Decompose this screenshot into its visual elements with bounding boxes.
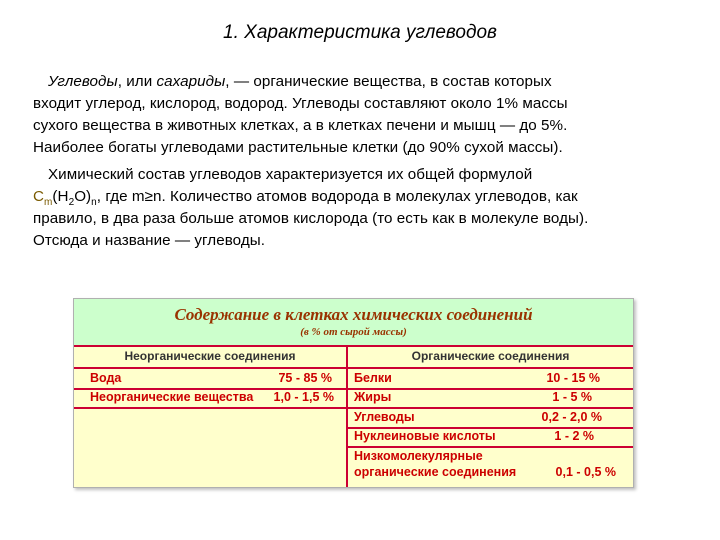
row-name-nucleic-acids: Нуклеиновые кислоты (354, 429, 496, 443)
row-name-carbohydrates: Углеводы (354, 410, 415, 424)
row-value-water: 75 - 85 % (278, 371, 332, 385)
cell-composition-table (73, 298, 634, 488)
row-value-nucleic-acids: 1 - 2 % (554, 429, 594, 443)
row-value-carbohydrates: 0,2 - 2,0 % (541, 410, 602, 424)
column-divider (346, 345, 348, 487)
term-carbohydrates: Углеводы (48, 73, 118, 90)
formula (33, 188, 53, 209)
row-name-proteins: Белки (354, 371, 392, 385)
divider-under-headers (74, 367, 633, 369)
paragraph-carbohydrates-definition (33, 71, 693, 159)
row-name-water: Вода (90, 371, 122, 385)
column-header-organic: Органические соединения (411, 349, 570, 363)
paragraph-chemical-formula (33, 164, 693, 252)
row-value-proteins: 10 - 15 % (546, 371, 600, 385)
row-name-low-molecular-line1: Низкомолекулярные (354, 449, 483, 463)
left-row-divider-2 (74, 407, 346, 409)
separator-text: , или (117, 73, 157, 90)
table-header-band (74, 299, 633, 345)
formula-h: (H (52, 188, 69, 205)
column-header-inorganic: Неорганические соединения (124, 349, 296, 363)
formula-c: C (33, 188, 45, 205)
row-value-inorganic-substances: 1,0 - 1,5 % (273, 390, 334, 404)
right-row-divider-4 (346, 446, 633, 448)
row-value-low-molecular: 0,1 - 0,5 % (555, 465, 616, 479)
paragraph2-line2-rest: , где m≥n. Количество атомов водорода в молекулах углеводов, как (96, 188, 578, 205)
right-row-divider-2 (346, 407, 633, 409)
row-name-low-molecular-line2: органические соединения (354, 465, 517, 479)
divider-under-title (74, 345, 633, 347)
paragraph1-line1-rest: , — органические вещества, в состав которых (225, 73, 552, 90)
paragraph2-line1: Химический состав углеводов характеризуется их общей формулой (48, 166, 533, 183)
paragraph2-line4: Отсюда и название — углеводы. (33, 232, 265, 249)
paragraph2-line3: правило, в два раза больше атомов кислорода (то есть как в молекуле воды). (33, 210, 589, 227)
table-subtitle: (в % от сырой массы) (300, 326, 407, 338)
slide-title: 1. Характеристика углеводов (223, 22, 497, 43)
row-name-inorganic-substances: Неорганические вещества (90, 390, 254, 404)
paragraph1-line2: входит углерод, кислород, водород. Углеводы составляют около 1% массы (33, 95, 568, 112)
row-name-fats: Жиры (354, 390, 392, 404)
table-title: Содержание в клетках химических соединений (174, 305, 533, 324)
formula-subscript-m: m (44, 197, 53, 209)
term-saccharides: сахариды (156, 73, 226, 90)
paragraph1-line4: Наиболее богаты углеводами растительные клетки (до 90% сухой массы). (33, 139, 563, 156)
paragraph1-line3: сухого вещества в животных клетках, а в клетках печени и мышц — до 5%. (33, 117, 568, 134)
formula-subscript-2: 2 (68, 197, 75, 209)
formula-subscript-n: n (91, 197, 97, 209)
row-value-fats: 1 - 5 % (552, 390, 592, 404)
formula-o: O) (74, 188, 92, 205)
